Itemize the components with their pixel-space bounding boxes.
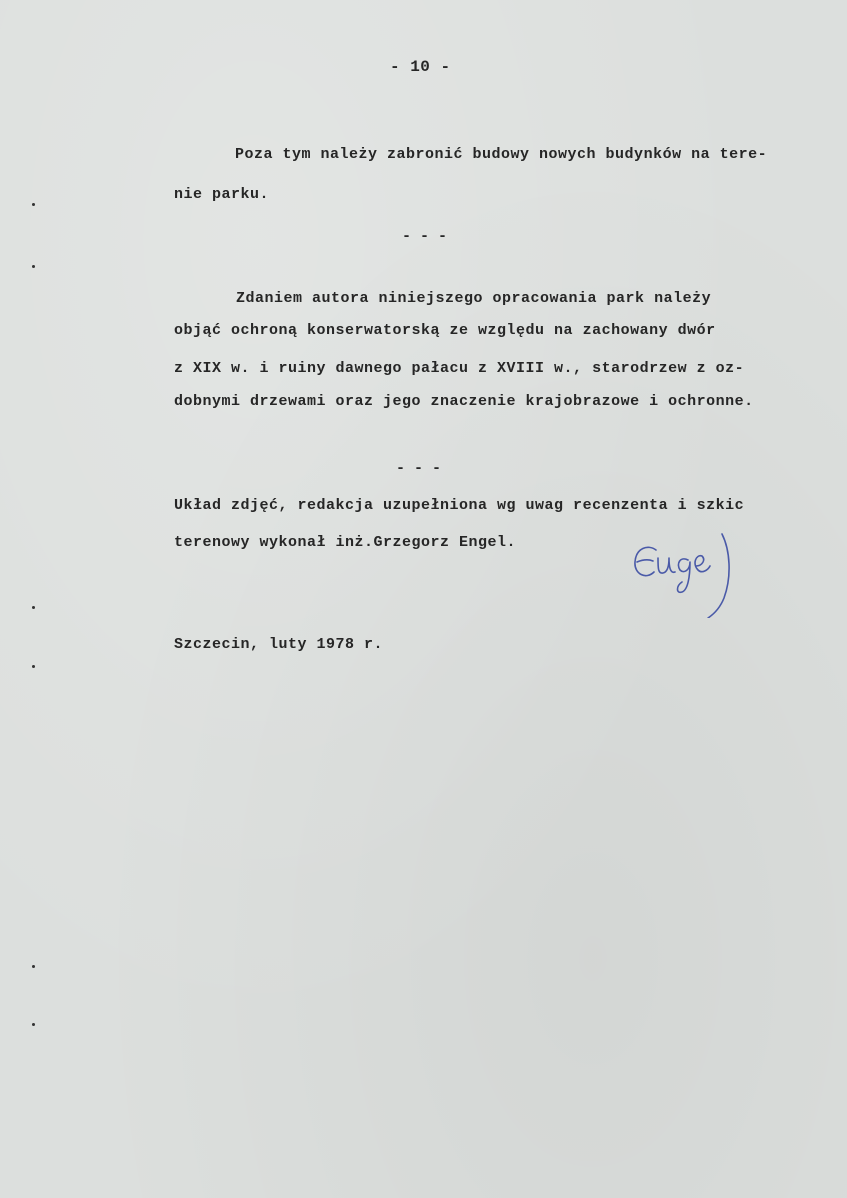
- paragraph-2-line-4: dobnymi drzewami oraz jego znaczenie krajobrazowe i ochronne.: [174, 393, 754, 410]
- handwritten-signature: [628, 528, 768, 618]
- margin-dot: [32, 665, 35, 668]
- paragraph-2-line-3: z XIX w. i ruiny dawnego pałacu z XVIII w., starodrzew z oz-: [174, 360, 745, 377]
- separator-1: - - -: [402, 228, 448, 245]
- credits-line-1: Układ zdjęć, redakcja uzupełniona wg uwag recenzenta i szkic: [174, 497, 745, 514]
- page-number: - 10 -: [390, 58, 451, 76]
- credits-line-2: terenowy wykonał inż.Grzegorz Engel.: [174, 534, 517, 551]
- paragraph-2-line-1: Zdaniem autora niniejszego opracowania park należy: [236, 290, 712, 307]
- margin-dot: [32, 965, 35, 968]
- margin-dot: [32, 606, 35, 609]
- separator-2: - - -: [396, 460, 442, 477]
- margin-dot: [32, 1023, 35, 1026]
- margin-dot: [32, 203, 35, 206]
- paragraph-1-line-2: nie parku.: [174, 186, 270, 203]
- paragraph-2-line-2: objąć ochroną konserwatorską ze względu na zachowany dwór: [174, 322, 716, 339]
- margin-dot: [32, 265, 35, 268]
- place-and-date: Szczecin, luty 1978 r.: [174, 636, 384, 653]
- paragraph-1-line-1: Poza tym należy zabronić budowy nowych budynków na tere-: [235, 146, 768, 163]
